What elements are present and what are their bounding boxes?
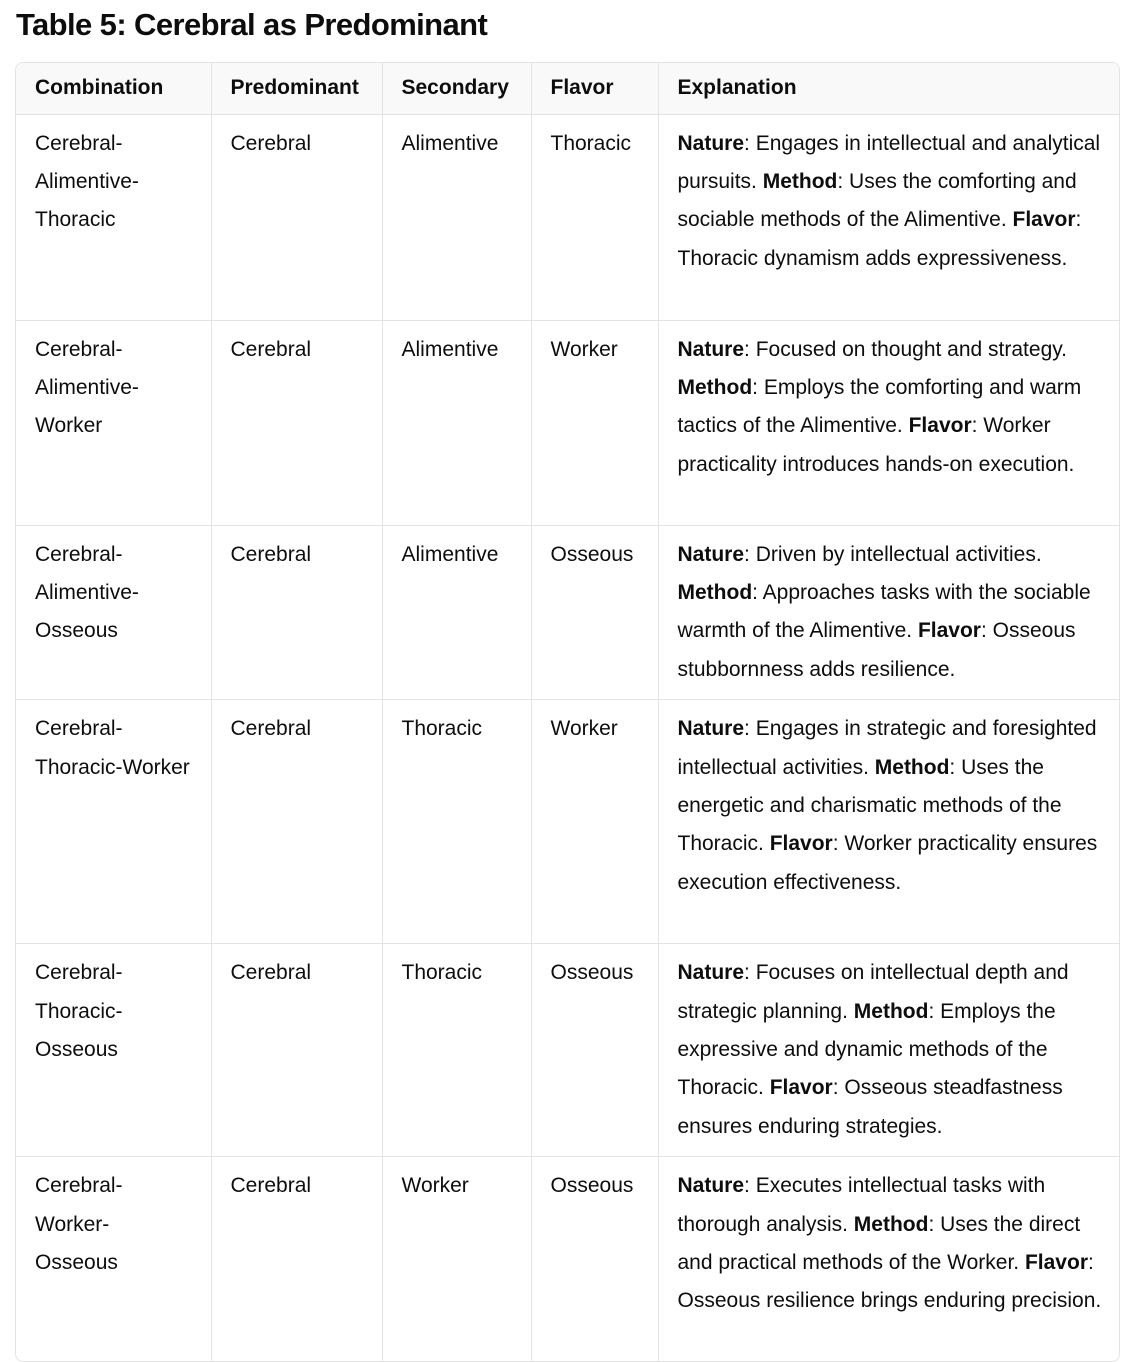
label-nature: Nature	[677, 1174, 745, 1198]
header-explanation: Explanation	[658, 63, 1119, 114]
text-flavor: : Osseous stubbornness adds resilience.	[677, 619, 1076, 681]
label-method: Method	[874, 755, 950, 779]
cell-predominant: Cerebral	[211, 525, 382, 700]
label-flavor: Flavor	[769, 832, 833, 856]
cell-flavor: Osseous	[531, 525, 658, 700]
text-nature: : Driven by intellectual activities.	[744, 542, 1042, 566]
label-flavor: Flavor	[1024, 1250, 1088, 1274]
cell-combination: Cerebral-Thoracic-Worker	[16, 700, 211, 944]
header-secondary: Secondary	[382, 63, 531, 114]
label-method: Method	[762, 169, 838, 193]
table-body	[16, 114, 1119, 1361]
cell-combination: Cerebral-Alimentive-Worker	[16, 320, 211, 525]
label-method: Method	[853, 999, 929, 1023]
text-nature: : Engages in strategic and foresighted intellectual activities.	[677, 717, 1097, 779]
text-method: : Uses the energetic and charismatic methods of the Thoracic.	[677, 755, 1062, 856]
cell-secondary: Worker	[382, 1157, 531, 1361]
text-nature: : Focuses on intellectual depth and strategic planning.	[677, 961, 1069, 1023]
text-flavor: : Osseous steadfastness ensures enduring strategies.	[677, 1076, 1063, 1138]
label-nature: Nature	[677, 542, 745, 566]
cell-secondary: Alimentive	[382, 114, 531, 320]
label-nature: Nature	[677, 961, 745, 985]
cell-flavor: Osseous	[531, 1157, 658, 1361]
cell-combination: Cerebral-Worker-Osseous	[16, 1157, 211, 1361]
cell-predominant: Cerebral	[211, 1157, 382, 1361]
cell-explanation	[658, 944, 1119, 1157]
table-header	[16, 63, 1119, 114]
table-row	[16, 1157, 1119, 1361]
text-nature: : Engages in intellectual and analytical pursuits.	[677, 131, 1101, 193]
combinations-table	[16, 63, 1119, 1361]
cell-predominant: Cerebral	[211, 700, 382, 944]
text-nature: : Executes intellectual tasks with thorough analysis.	[677, 1174, 1046, 1236]
cell-flavor: Osseous	[531, 944, 658, 1157]
label-flavor: Flavor	[917, 619, 981, 643]
header-combination: Combination	[16, 63, 211, 114]
text-method: : Employs the comforting and warm tactics of the Alimentive.	[677, 375, 1082, 438]
text-flavor: : Worker practicality ensures execution effectiveness.	[677, 832, 1098, 894]
cell-explanation	[658, 1157, 1119, 1361]
cell-secondary: Thoracic	[382, 944, 531, 1157]
cell-combination: Cerebral-Alimentive-Thoracic	[16, 114, 211, 320]
cell-secondary: Thoracic	[382, 700, 531, 944]
text-method: : Employs the expressive and dynamic methods of the Thoracic.	[677, 999, 1056, 1100]
header-row	[16, 63, 1119, 114]
label-method: Method	[853, 1212, 929, 1236]
label-flavor: Flavor	[908, 414, 972, 438]
label-nature: Nature	[677, 131, 745, 155]
cell-combination: Cerebral-Thoracic-Osseous	[16, 944, 211, 1157]
cell-predominant: Cerebral	[211, 320, 382, 525]
cell-explanation	[658, 114, 1119, 320]
label-method: Method	[677, 375, 753, 399]
cell-flavor: Worker	[531, 320, 658, 525]
text-flavor: : Worker practicality introduces hands-on execution.	[677, 414, 1075, 476]
text-method: : Uses the comforting and sociable methods of the Alimentive.	[677, 169, 1077, 232]
cell-flavor: Worker	[531, 700, 658, 944]
label-flavor: Flavor	[769, 1076, 833, 1100]
cell-predominant: Cerebral	[211, 944, 382, 1157]
cell-predominant: Cerebral	[211, 114, 382, 320]
text-method: : Approaches tasks with the sociable warmth of the Alimentive.	[677, 580, 1091, 643]
cell-combination: Cerebral-Alimentive-Osseous	[16, 525, 211, 700]
table-row	[16, 114, 1119, 320]
table-row	[16, 320, 1119, 525]
table-container	[15, 62, 1120, 1362]
cell-secondary: Alimentive	[382, 320, 531, 525]
table-row	[16, 944, 1119, 1157]
cell-explanation	[658, 320, 1119, 525]
text-flavor: : Osseous resilience brings enduring precision.	[677, 1250, 1102, 1313]
text-nature: : Focused on thought and strategy.	[744, 337, 1068, 361]
text-flavor: : Thoracic dynamism adds expressiveness.	[677, 208, 1082, 270]
cell-flavor: Thoracic	[531, 114, 658, 320]
label-nature: Nature	[677, 717, 745, 741]
header-predominant: Predominant	[211, 63, 382, 114]
label-flavor: Flavor	[1012, 208, 1076, 232]
table-title: Table 5: Cerebral as Predominant	[16, 7, 488, 42]
cell-explanation	[658, 525, 1119, 700]
table-row	[16, 700, 1119, 944]
cell-secondary: Alimentive	[382, 525, 531, 700]
label-method: Method	[677, 580, 753, 604]
cell-explanation	[658, 700, 1119, 944]
text-method: : Uses the direct and practical methods of the Worker.	[677, 1212, 1081, 1274]
table-row	[16, 525, 1119, 700]
header-flavor: Flavor	[531, 63, 658, 114]
label-nature: Nature	[677, 337, 745, 361]
